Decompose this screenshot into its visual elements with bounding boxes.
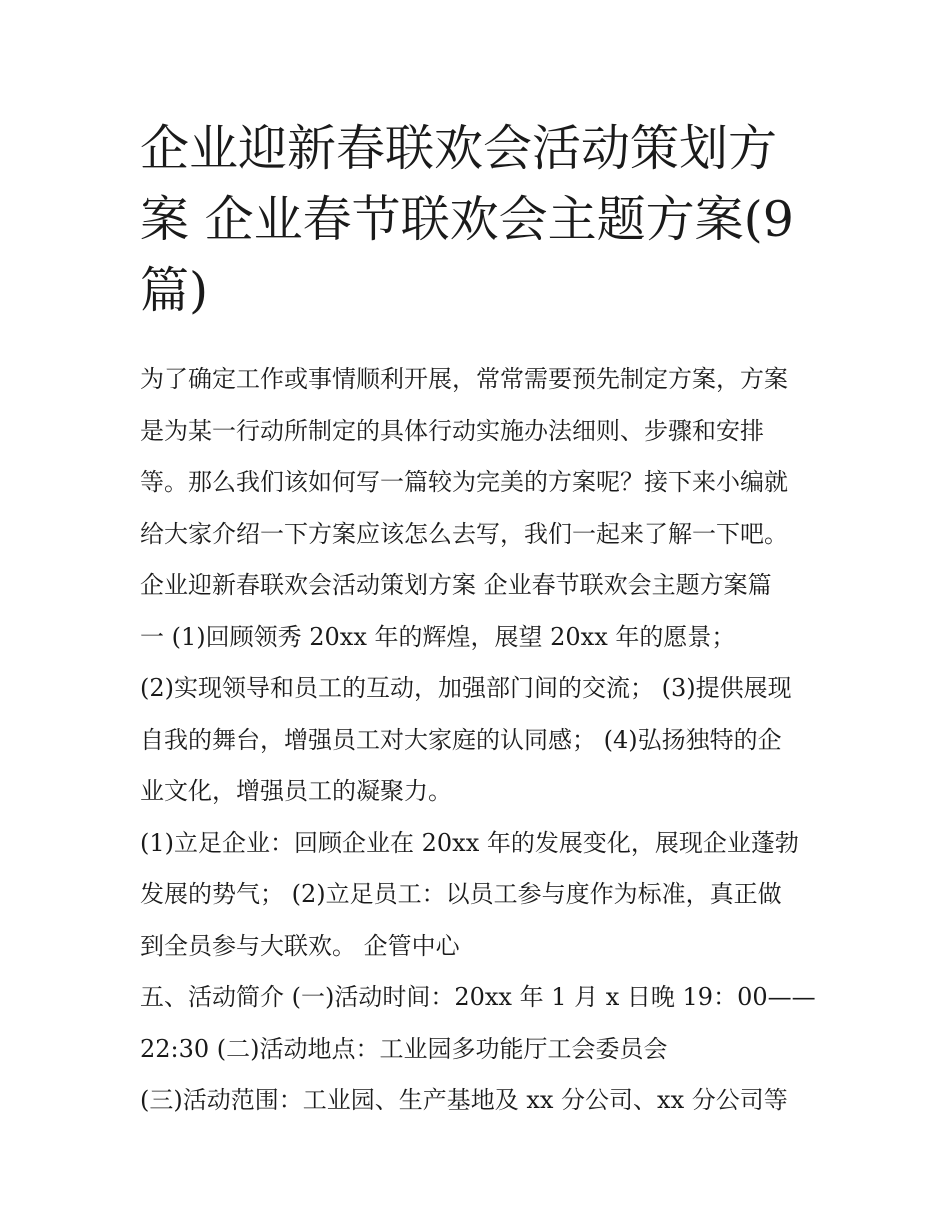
body-line: 给大家介绍一下方案应该怎么去写，我们一起来了解一下吧。 [140, 519, 788, 548]
body-line: 业文化，增强员工的凝聚力。 [140, 777, 452, 805]
body-line: 22:30 (二)活动地点：工业园多功能厅工会委员会 [140, 1034, 668, 1063]
body-line: 等。那么我们该如何写一篇较为完美的方案呢？接下来小编就 [140, 468, 788, 496]
body-line: 一 (1)回顾领秀 20xx 年的辉煌，展望 20xx 年的愿景； [140, 622, 736, 651]
title-line: 篇) [140, 262, 209, 319]
body-line: 自我的舞台，增强员工对大家庭的认同感； (4)弘扬独特的企 [140, 725, 782, 754]
body-line: (三)活动范围：工业园、生产基地及 xx 分公司、xx 分公司等 [140, 1086, 788, 1114]
document-title [140, 113, 820, 326]
body-line: (2)实现领导和员工的互动，加强部门间的交流； (3)提供展现 [140, 674, 792, 702]
body-line: 企业迎新春联欢会活动策划方案 企业春节联欢会主题方案篇 [140, 571, 772, 599]
body-line: 到全员参与大联欢。 企管中心 [140, 931, 460, 960]
body-line: 五、活动简介 (一)活动时间：20xx 年 1 月 x 日晚 19：00—— [140, 983, 816, 1011]
document-body [140, 354, 830, 1127]
body-line: (1)立足企业：回顾企业在 20xx 年的发展变化，展现企业蓬勃 [140, 828, 799, 857]
body-line: 为了确定工作或事情顺利开展，常常需要预先制定方案，方案 [140, 365, 788, 393]
title-line: 案 企业春节联欢会主题方案(9 [140, 191, 794, 248]
title-line: 企业迎新春联欢会活动策划方 [140, 120, 778, 177]
body-line: 发展的势气； (2)立足员工：以员工参与度作为标准，真正做 [140, 880, 782, 908]
body-line: 是为某一行动所制定的具体行动实施办法细则、步骤和安排 [140, 416, 764, 445]
